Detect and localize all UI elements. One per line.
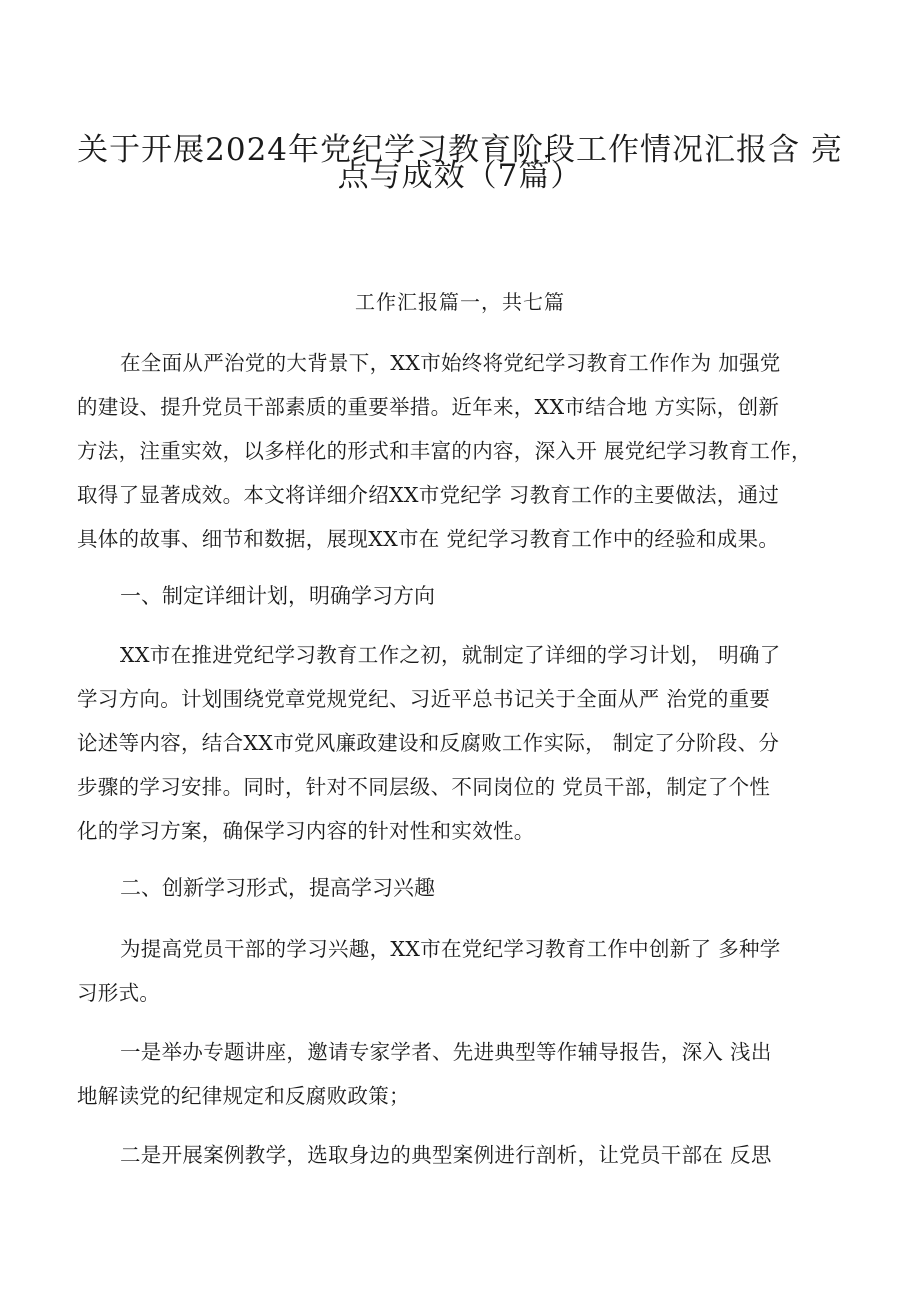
paragraph-4-line-2: 地解读党的纪律规定和反腐败政策； xyxy=(77,1084,410,1108)
paragraph-4-line-1: 一是举办专题讲座，邀请专家学者、先进典型等作辅导报告，深入 浅出 xyxy=(120,1040,772,1064)
paragraph-2-line-3: 论述等内容，结合XX市党风廉政建设和反腐败工作实际， 制定了分阶段、分 xyxy=(77,731,780,755)
paragraph-3-line-2: 习形式。 xyxy=(77,981,161,1005)
section-heading-2: 二、创新学习形式，提高学习兴趣 xyxy=(120,876,435,900)
paragraph-2-line-4: 步骤的学习安排。同时，针对不同层级、不同岗位的 党员干部，制定了个性 xyxy=(77,775,771,799)
paragraph-1-line-1: 在全面从严治党的大背景下，XX市始终将党纪学习教育工作作为 加强党 xyxy=(120,351,781,375)
paragraph-2-line-5: 化的学习方案，确保学习内容的针对性和实效性。 xyxy=(77,819,535,843)
document-title-line-1: 关于开展2024年党纪学习教育阶段工作情况汇报含 亮 xyxy=(77,132,843,168)
document-title-line-2: 点与成效（7篇） xyxy=(337,158,583,194)
paragraph-1-line-5: 具体的故事、细节和数据，展现XX市在 党纪学习教育工作中的经验和成果。 xyxy=(77,527,780,551)
paragraph-2-line-1: XX市在推进党纪学习教育工作之初，就制定了详细的学习计划， 明确了 xyxy=(120,643,781,667)
document-subtitle: 工作汇报篇一，共七篇 xyxy=(355,290,565,314)
paragraph-2-line-2: 学习方向。计划围绕党章党规党纪、习近平总书记关于全面从严 治党的重要 xyxy=(77,687,771,711)
paragraph-1-line-4: 取得了显著成效。本文将详细介绍XX市党纪学 习教育工作的主要做法，通过 xyxy=(77,483,780,507)
paragraph-1-line-2: 的建设、提升党员干部素质的重要举措。近年来，XX市结合地 方实际，创新 xyxy=(77,395,780,419)
paragraph-1-line-3: 方法，注重实效，以多样化的形式和丰富的内容，深入开 展党纪学习教育工作， xyxy=(77,439,812,463)
paragraph-5-line-1: 二是开展案例教学，选取身边的典型案例进行剖析，让党员干部在 反思 xyxy=(120,1143,772,1167)
section-heading-1: 一、制定详细计划，明确学习方向 xyxy=(120,584,435,608)
paragraph-3-line-1: 为提高党员干部的学习兴趣，XX市在党纪学习教育工作中创新了 多种学 xyxy=(120,937,781,961)
